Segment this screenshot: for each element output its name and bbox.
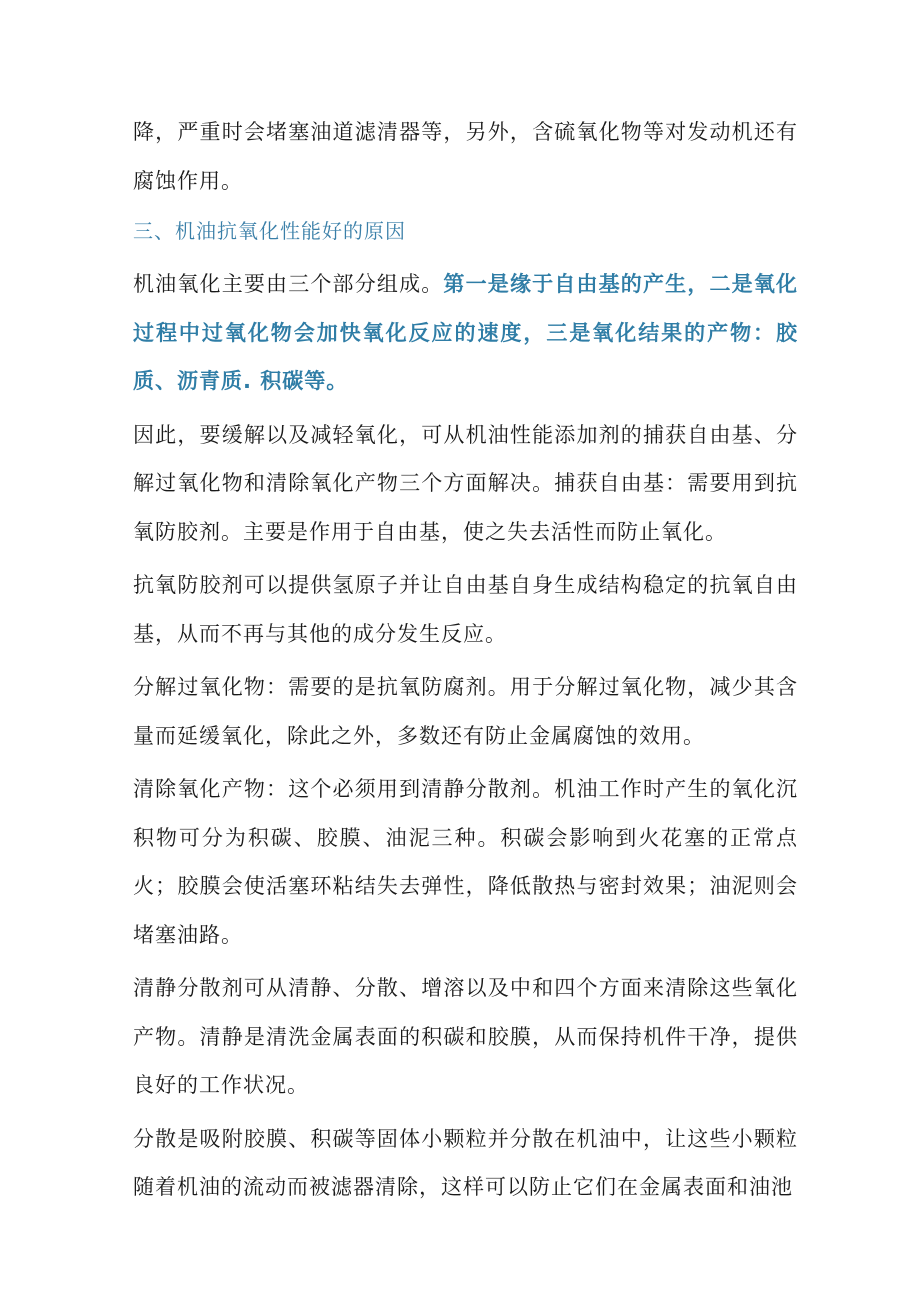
paragraph-3: 因此，要缓解以及减轻氧化，可从机油性能添加剂的捕获自由基、分解过氧化物和清除氧化产物三个方面解决。捕获自由基：需要用到抗氧防胶剂。主要是作用于自由基，使之失去活性而防止氧化。: [133, 422, 798, 544]
paragraph-5: 分解过氧化物：需要的是抗氧防腐剂。用于分解过氧化物，减少其含量而延缓氧化，除此之外，多数还有防止金属腐蚀的效用。: [133, 675, 798, 748]
paragraph-2: [133, 260, 798, 406]
paragraph-6: 清除氧化产物：这个必须用到清静分散剂。机油工作时产生的氧化沉积物可分为积碳、胶膜、油泥三种。积碳会影响到火花塞的正常点火；胶膜会使活塞环粘结失去弹性，降低散热与密封效果；油泥则会堵塞油路。: [133, 777, 798, 947]
section-heading: 三、机油抗氧化性能好的原因: [133, 219, 406, 243]
paragraph-1: 降，严重时会堵塞油道滤清器等，另外，含硫氧化物等对发动机还有腐蚀作用。: [133, 120, 798, 193]
paragraph-8: 分散是吸附胶膜、积碳等固体小颗粒并分散在机油中，让这些小颗粒随着机油的流动而被滤器清除，这样可以防止它们在金属表面和油池: [133, 1126, 798, 1199]
document-body: [133, 108, 798, 1217]
paragraph-7: 清静分散剂可从清静、分散、增溶以及中和四个方面来清除这些氧化产物。清静是清洗金属表面的积碳和胶膜，从而保持机件干净，提供良好的工作状况。: [133, 976, 798, 1097]
paragraph-2-highlight: 第一是缘于自由基的产生，二是氧化过程中过氧化物会加快氧化反应的速度，三是氧化结果的产物：胶质、沥青质. 积碳等。: [133, 272, 799, 393]
paragraph-2-text: 机油氧化主要由三个部分组成。: [133, 272, 444, 296]
paragraph-4: 抗氧防胶剂可以提供氢原子并让自由基自身生成结构稳定的抗氧自由基，从而不再与其他的成分发生反应。: [133, 573, 798, 646]
